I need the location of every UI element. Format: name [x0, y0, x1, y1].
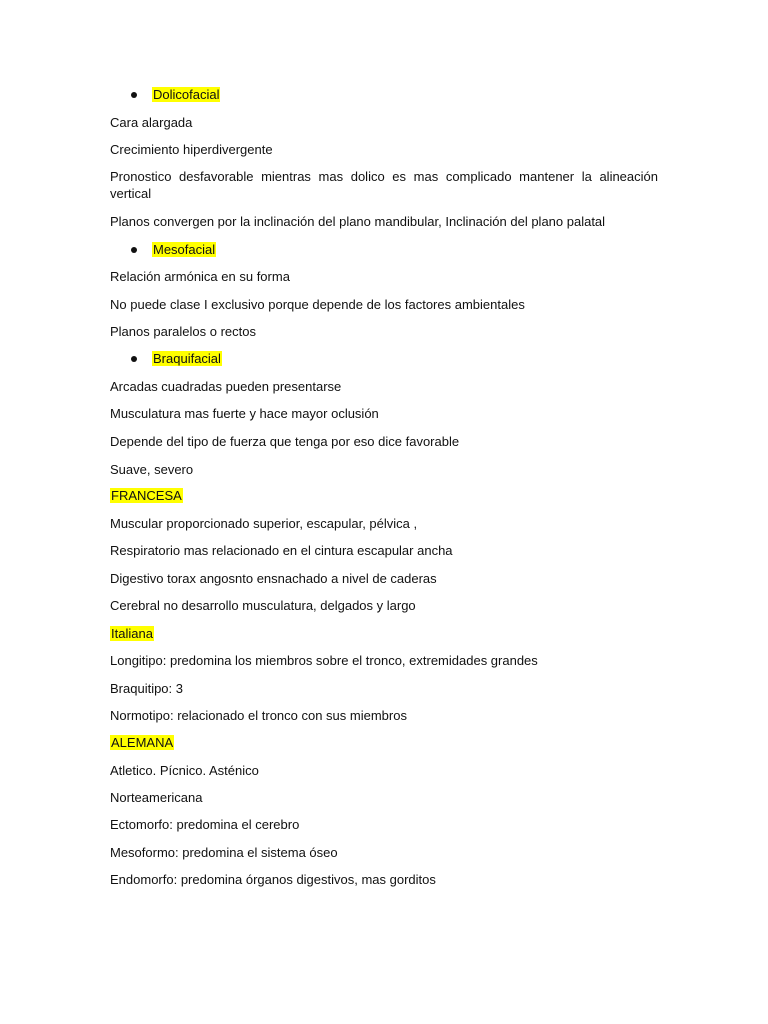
text-line: Suave, severo — [110, 462, 194, 477]
bullet-icon — [131, 247, 137, 253]
text-line: Digestivo torax angosnto ensnachado a nivel de caderas — [110, 571, 437, 586]
text-line: Relación armónica en su forma — [110, 269, 290, 284]
text-line: Norteamericana — [110, 790, 203, 805]
heading-braquifacial: Braquifacial — [153, 351, 221, 366]
text-line: Normotipo: relacionado el tronco con sus miembros — [110, 708, 407, 723]
text-line: Cerebral no desarrollo musculatura, delgados y largo — [110, 598, 416, 613]
text-line: Respiratorio mas relacionado en el cintura escapular ancha — [110, 543, 453, 558]
heading-francesa: FRANCESA — [111, 488, 182, 503]
text-paragraph: Pronostico desfavorable mientras mas dolico es mas complicado mantener la alineación vertical — [110, 169, 658, 201]
heading-italiana: Italiana — [111, 626, 153, 641]
text-line: No puede clase I exclusivo porque depende de los factores ambientales — [110, 297, 525, 312]
text-line: Atletico. Pícnico. Asténico — [110, 763, 259, 778]
bullet-braquifacial — [131, 350, 222, 367]
bullet-icon — [131, 92, 137, 98]
text-line: Longitipo: predomina los miembros sobre el tronco, extremidades grandes — [110, 653, 538, 668]
text-line: Musculatura mas fuerte y hace mayor oclusión — [110, 406, 379, 421]
heading-alemana: ALEMANA — [111, 735, 174, 750]
bullet-mesofacial — [131, 241, 216, 258]
heading-italiana-line — [110, 625, 658, 642]
text-line: Depende del tipo de fuerza que tenga por eso dice favorable — [110, 434, 460, 449]
bullet-icon — [131, 356, 137, 362]
text-line: Mesoformo: predomina el sistema óseo — [110, 845, 338, 860]
text-line: Braquitipo: 3 — [110, 681, 183, 696]
heading-francesa-line — [110, 487, 658, 504]
text-line: Planos paralelos o rectos — [110, 324, 256, 339]
text-line: Cara alargada — [110, 115, 193, 130]
heading-dolicofacial: Dolicofacial — [153, 87, 220, 102]
text-line: Endomorfo: predomina órganos digestivos, mas gorditos — [110, 872, 436, 887]
text-line: Arcadas cuadradas pueden presentarse — [110, 379, 342, 394]
text-line: Muscular proporcionado superior, escapular, pélvica , — [110, 516, 418, 531]
heading-alemana-line — [110, 734, 658, 751]
text-line: Crecimiento hiperdivergente — [110, 142, 273, 157]
text-line: Ectomorfo: predomina el cerebro — [110, 817, 300, 832]
bullet-dolicofacial — [131, 86, 220, 103]
text-line: Planos convergen por la inclinación del plano mandibular, Inclinación del plano palatal — [110, 214, 606, 229]
heading-mesofacial: Mesofacial — [153, 242, 216, 257]
